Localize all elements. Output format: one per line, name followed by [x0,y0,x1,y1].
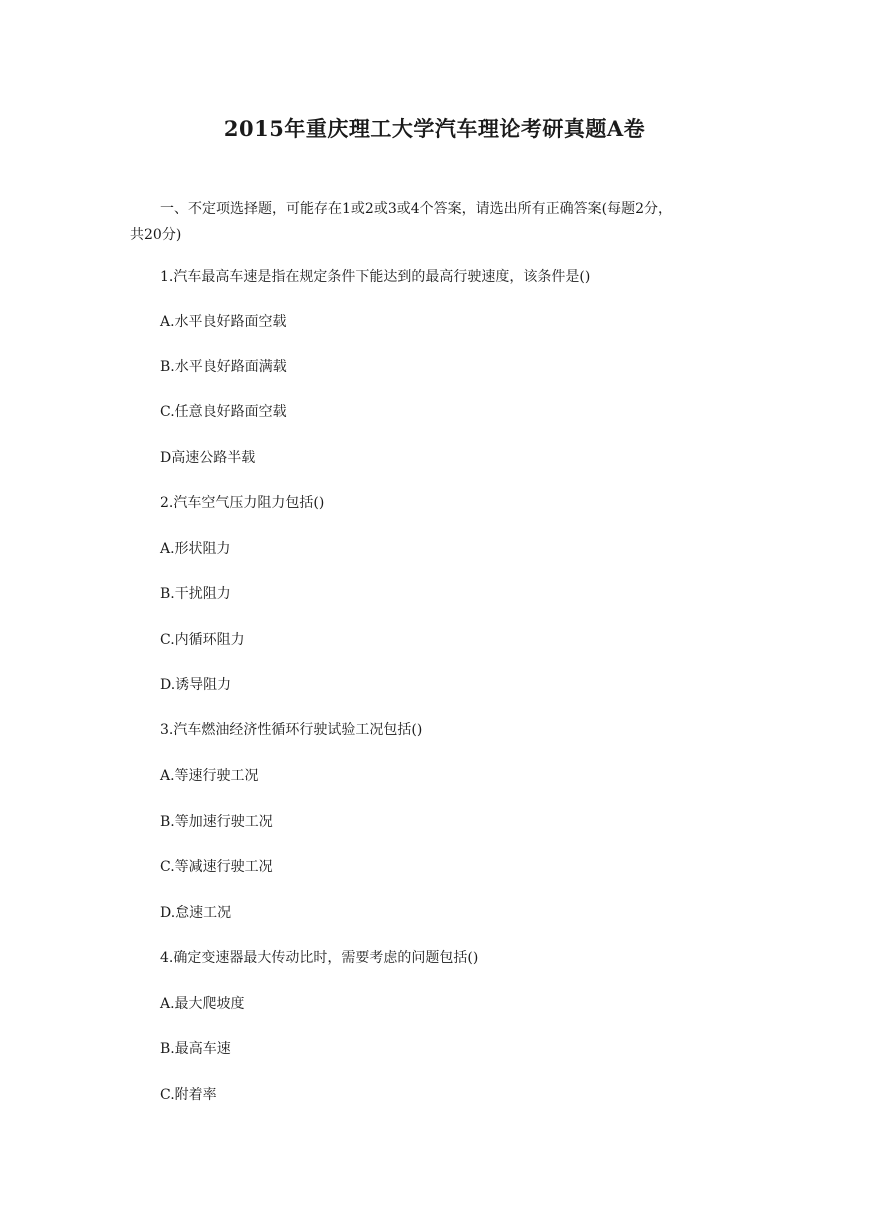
question-4-option-c: C.附着率 [160,1087,217,1103]
question-3-option-d: D.怠速工况 [160,905,232,921]
question-2: 2.汽车空气压力阻力包括() [160,495,325,511]
question-2-option-b: B.干扰阻力 [160,586,231,602]
question-1-option-a: A.水平良好路面空载 [160,314,287,330]
question-2-option-c: C.内循环阻力 [160,632,245,648]
question-3-option-a: A.等速行驶工况 [160,768,259,784]
section-heading [130,196,760,248]
question-2-option-d: D.诱导阻力 [160,677,232,693]
section-heading-line2: 共20分) [130,227,182,243]
question-1: 1.汽车最高车速是指在规定条件下能达到的最高行驶速度，该条件是() [160,269,591,285]
question-2-option-a: A.形状阻力 [160,541,231,557]
question-4: 4.确定变速器最大传动比时，需要考虑的问题包括() [160,950,479,966]
question-3-option-c: C.等减速行驶工况 [160,859,273,875]
page-title: 2015年重庆理工大学汽车理论考研真题A卷 [223,116,646,141]
question-4-option-b: B.最高车速 [160,1041,231,1057]
section-heading-line1: 一、不定项选择题，可能存在1或2或3或4个答案，请选出所有正确答案(每题2分， [160,201,672,217]
question-1-option-c: C.任意良好路面空载 [160,404,287,420]
question-3: 3.汽车燃油经济性循环行驶试验工况包括() [160,722,423,738]
question-1-option-d: D高速公路半载 [160,450,256,466]
question-4-option-a: A.最大爬坡度 [160,996,245,1012]
question-1-option-b: B.水平良好路面满载 [160,359,287,375]
question-3-option-b: B.等加速行驶工况 [160,814,273,830]
